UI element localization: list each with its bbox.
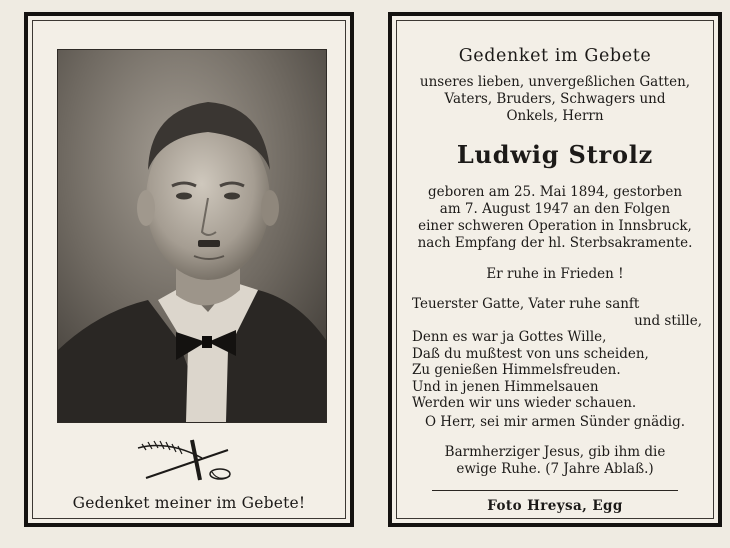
indulgence-prayer: [392, 444, 718, 478]
prayer-line: ewige Ruhe. (7 Jahre Ablaß.): [456, 461, 654, 477]
rest-in-peace: Er ruhe in Frieden !: [486, 266, 624, 282]
poem-line: Denn es war ja Gottes Wille,: [412, 329, 607, 345]
card-title: Gedenket im Gebete: [458, 46, 652, 66]
poem-line: Teuerster Gatte, Vater ruhe sanft: [412, 296, 640, 312]
intro-text: [392, 74, 718, 125]
dates-line: am 7. August 1947 an den Folgen: [439, 201, 671, 217]
intro-line: unseres lieben, unvergeßlichen Gatten,: [419, 74, 691, 90]
prayer-line: Barmherziger Jesus, gib ihm die: [444, 444, 666, 460]
left-caption: Gedenket meiner im Gebete!: [72, 494, 306, 512]
memorial-poem: [412, 296, 702, 412]
memorial-card-text: [388, 12, 722, 527]
deceased-name: Ludwig Strolz: [456, 140, 654, 169]
poem-line: Daß du mußtest von uns scheiden,: [412, 345, 649, 362]
photo-credit: Foto Hreysa, Egg: [487, 498, 623, 514]
poem-line: Zu genießen Himmelsfreuden.: [412, 362, 621, 378]
poem-line: Und in jenen Himmelsauen: [412, 378, 599, 395]
divider: [432, 490, 678, 491]
poem-line: Werden wir uns wieder schauen.: [412, 395, 637, 411]
dates-line: nach Empfang der hl. Sterbsakramente.: [417, 235, 693, 251]
cross-and-palm-emblem: [128, 436, 248, 486]
dates-line: geboren am 25. Mai 1894, gestorben: [427, 184, 683, 200]
memorial-card-front: [24, 12, 354, 527]
life-dates-text: [392, 184, 718, 252]
prayer-line: O Herr, sei mir armen Sünder gnädig.: [424, 414, 686, 430]
portrait-photo: [57, 49, 327, 423]
dates-line: einer schweren Operation in Innsbruck,: [418, 218, 692, 234]
poem-line-continuation: und stille,: [634, 312, 702, 329]
intro-line: Vaters, Bruders, Schwagers und: [444, 91, 666, 107]
portrait-illustration: [58, 50, 326, 422]
intro-line: Onkels, Herrn: [506, 108, 604, 124]
